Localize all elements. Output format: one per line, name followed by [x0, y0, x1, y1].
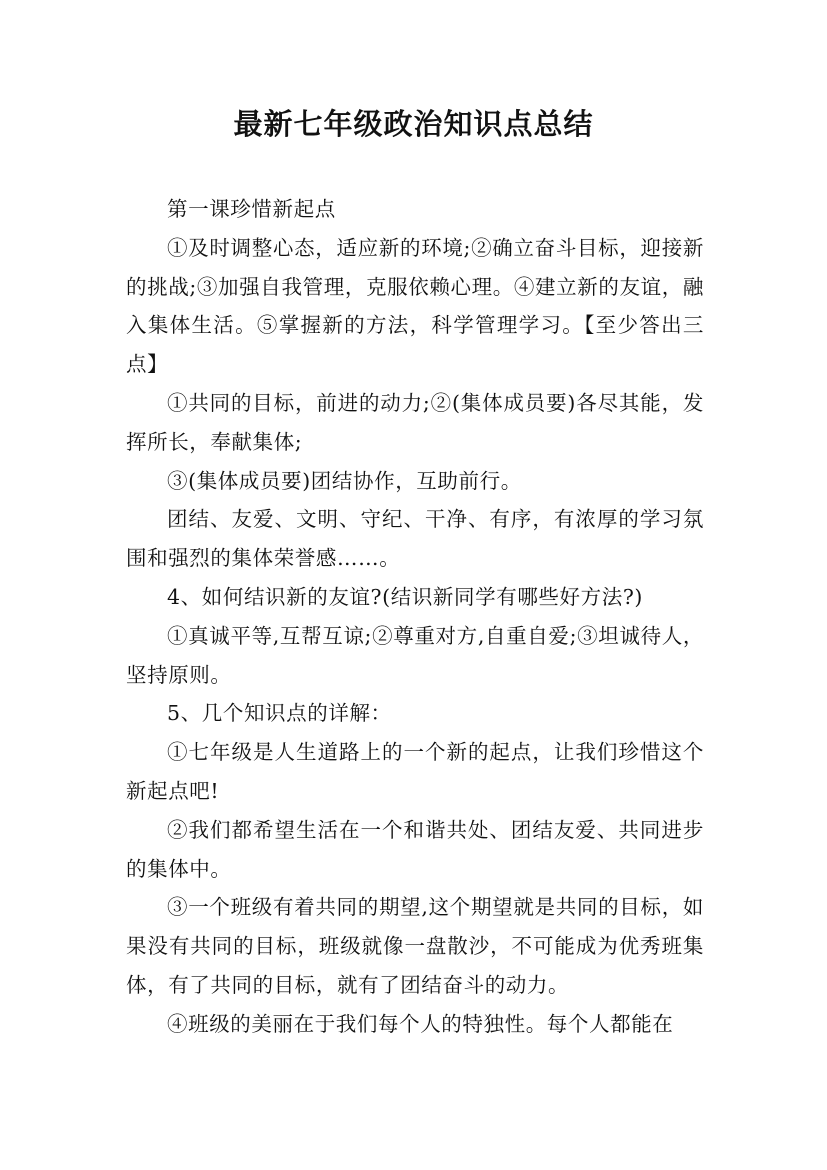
paragraph: 团结、友爱、文明、守纪、干净、有序，有浓厚的学习氛围和强烈的集体荣誉感……。 — [126, 507, 704, 571]
paragraph: ④班级的美丽在于我们每个人的特独性。每个人都能在 — [167, 1011, 674, 1036]
document-title: 最新七年级政治知识点总结 — [233, 107, 594, 141]
paragraph: ③(集体成员要)团结协作，互助前行。 — [167, 468, 522, 493]
document-body — [126, 190, 704, 1044]
paragraph: ①及时调整心态，适应新的环境;②确立奋斗目标，迎接新的挑战;③加强自我管理，克服依赖心理。④建立新的友谊，融入集体生活。⑤掌握新的方法，科学管理学习。【至少答出三点】 — [126, 235, 704, 377]
paragraph-section-heading: 5、几个知识点的详解： — [167, 701, 392, 726]
paragraph: ①真诚平等,互帮互谅;②尊重对方,自重自爱;③坦诚待人，坚持原则。 — [126, 623, 704, 687]
paragraph: ③一个班级有着共同的期望,这个期望就是共同的目标，如果没有共同的目标，班级就像一盘散沙，不可能成为优秀班集体，有了共同的目标，就有了团结奋斗的动力。 — [126, 895, 704, 997]
paragraph-question-heading: 4、如何结识新的友谊?(结识新同学有哪些好方法?) — [167, 584, 644, 609]
paragraph: ①七年级是人生道路上的一个新的起点，让我们珍惜这个新起点吧! — [126, 740, 704, 803]
paragraph-lesson-heading: 第一课珍惜新起点 — [167, 197, 336, 221]
paragraph: ②我们都希望生活在一个和谐共处、团结友爱、共同进步的集体中。 — [126, 817, 704, 881]
paragraph: ①共同的目标，前进的动力;②(集体成员要)各尽其能，发挥所长，奉献集体; — [126, 390, 704, 454]
